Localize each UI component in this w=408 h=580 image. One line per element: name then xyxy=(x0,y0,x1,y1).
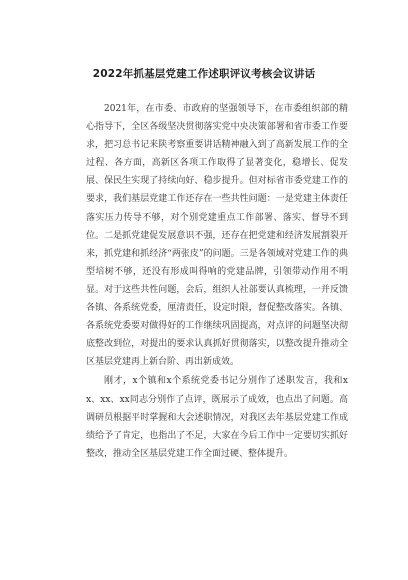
document-body xyxy=(86,100,348,463)
document-title: 2022年抓基层党建工作述职评议考核会议讲话 xyxy=(92,68,316,80)
paragraph: 刚才，x个镇和x个系统党委书记分别作了述职发言，我和xx、xx、xx同志分别作了点评，既展示了成效，也点出了问题。高调研员根据平时掌握和大会述职情况，对我区去年基层党建工作成绩给予了肯定，也指出了不足，大家在今后工作中一定要切实抓好整改，推动全区基层党建工作全面过硬、整体提升。 xyxy=(86,376,348,459)
paragraph: 2021年，在市委、市政府的坚强领导下，在市委组织部的精心指导下，全区各级坚决贯彻落实党中央决策部署和省市委工作要求，把习总书记来陕考察重要讲话精神融入到了高新发展工作的全过程、各方面，高新区各项工作取得了显著变化，稳增长、促发展、保民生实现了持续向好、稳步提升。但对标省市委党建工作的要求，我们基层党建工作还存在一些共性问题：一是党建主体责任落实压力传导不够，对个别党建重点工作部署、落实、督导不到位。二是抓党建促发展意识不强，还存在把党建和经济发展割裂开来，抓党建和抓经济“两张皮”的问题。三是各领域对党建工作的典型培树不够，还没有形成叫得响的党建品牌，引领带动作用不明显。对于这些共性问题，会后，组织人社部要认真梳理，一并反馈各镇、各系统党委，厘清责任，设定时限，督促整改落实。各镇、各系统党委要对做得好的工作继续巩固提高，对点评的问题坚决彻底整改到位，对提出的要求认真抓好贯彻落实，以整改提升推动全区基层党建再上新台阶、再出新成效。 xyxy=(86,104,348,368)
